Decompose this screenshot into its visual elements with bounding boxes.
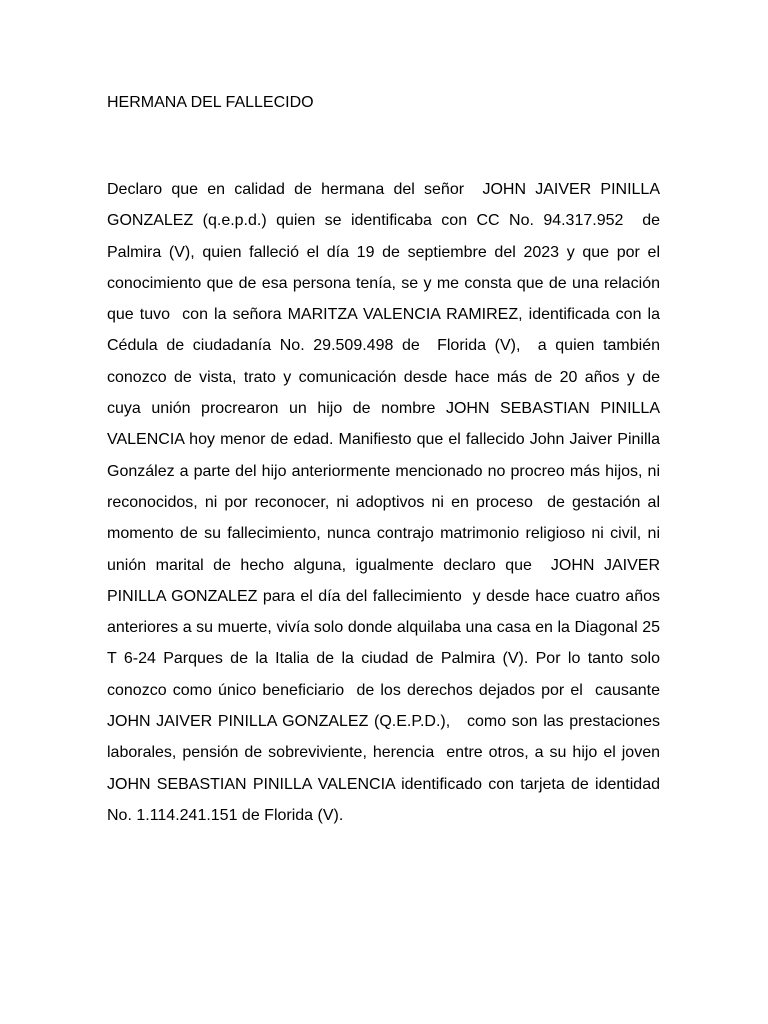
document-body-paragraph: Declaro que en calidad de hermana del señor JOHN JAIVER PINILLA GONZALEZ (q.e.p.d.) quien se identificaba con CC No. 94.317.952 de Palmira (V), quien falleció el día 19 de septiembre del 2023 y que por el conocimiento que de esa persona tenía, se y me consta que de una relación que tuvo con la señora MARITZA VALENCIA RAMIREZ, identificada con la Cédula de ciudadanía No. 29.509.498 de Florida (V), a quien también conozco de vista, trato y comunicación desde hace más de 20 años y de cuya unión procrearon un hijo de nombre JOHN SEBASTIAN PINILLA VALENCIA hoy menor de edad. Manifiesto que el fallecido John Jaiver Pinilla González a parte del hijo anteriormente mencionado no procreo más hijos, ni reconocidos, ni por reconocer, ni adoptivos ni en proceso de gestación al momento de su fallecimiento, nunca contrajo matrimonio religioso ni civil, ni unión marital de hecho alguna, igualmente declaro que JOHN JAIVER PINILLA GONZALEZ para el día del fallecimiento y desde hace cuatro años anteriores a su muerte, vivía solo donde alquilaba una casa en la Diagonal 25 T 6-24 Parques de la Italia de la ciudad de Palmira (V). Por lo tanto solo conozco como único beneficiario de los derechos dejados por el causante JOHN JAIVER PINILLA GONZALEZ (Q.E.P.D.), como son las prestaciones laborales, pensión de sobreviviente, herencia entre otros, a su hijo el joven JOHN SEBASTIAN PINILLA VALENCIA identificado con tarjeta de identidad No. 1.114.241.151 de Florida (V). xyxy=(107,181,665,824)
document-title: HERMANA DEL FALLECIDO xyxy=(107,94,314,111)
